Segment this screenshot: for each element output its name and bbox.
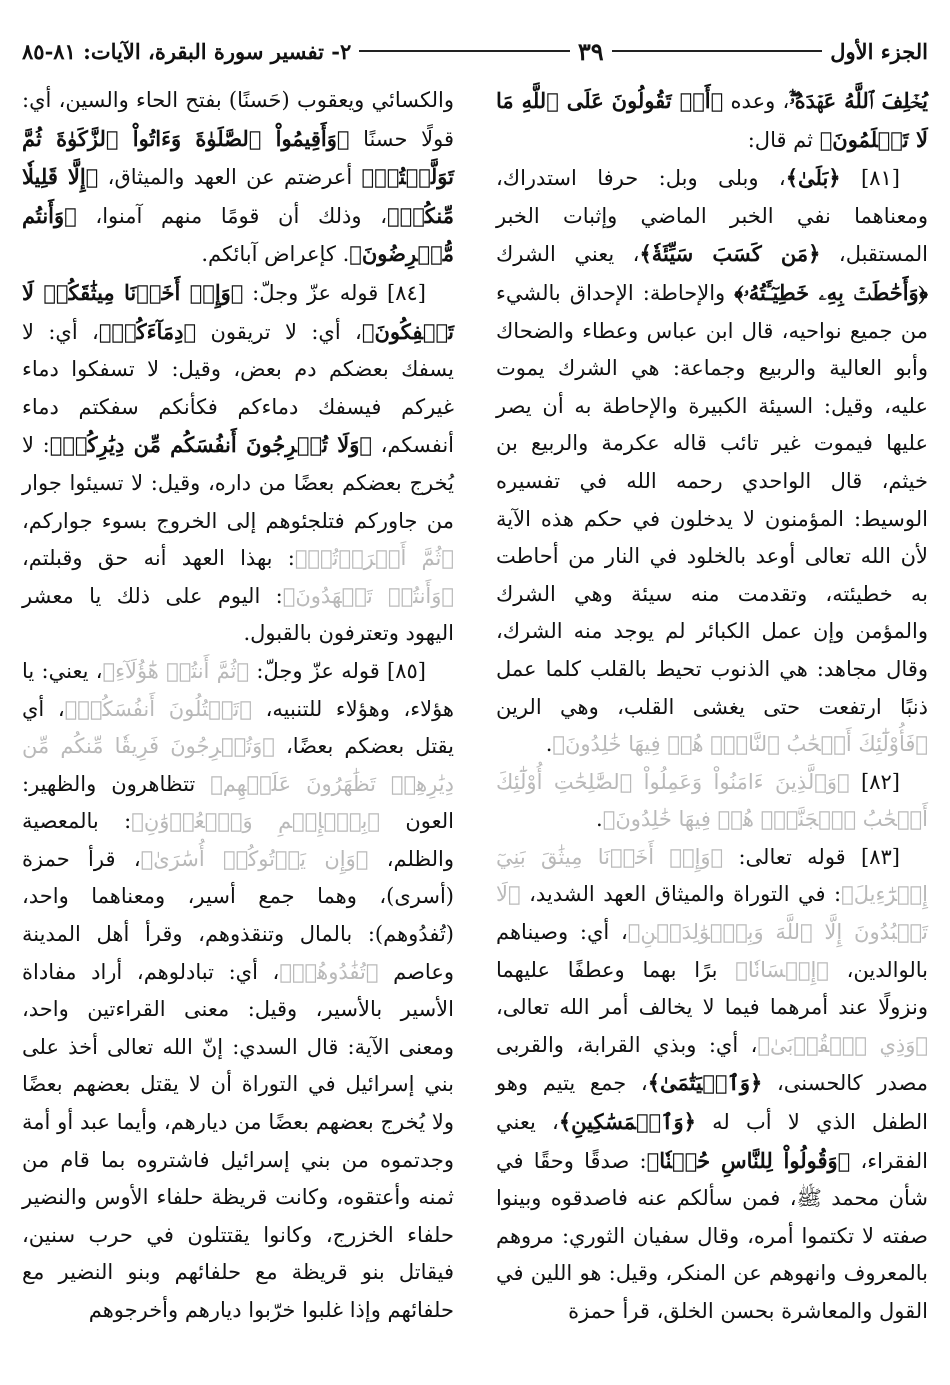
quran-verse: ﴿وَذِي ٱلۡقُرۡبَىٰ﴾ — [757, 1032, 928, 1057]
commentary-text: : صدقًا وحقًا في شأن محمد ﷺ، فمن سألكم عنه فاصدقوه وبينوا صفته لا تكتموا أمره، وقال سفيان الثوري: مروهم بالمعروف وانهوهم عن المنكر، وقيل: هو اللين في القول والمعاشرة بحسن الخلق، قرأ حمزة — [496, 1148, 928, 1323]
quran-verse: ﴿إِلَّا قَلِيلٗا مِّنكُمۡ﴾ — [22, 164, 454, 228]
commentary-text: ، يعني: يا هؤلاء، وهؤلاء للتنبيه، — [22, 658, 455, 721]
commentary-text: [٨٤] قوله عزّ وجلّ: — [243, 280, 426, 305]
commentary-text: : بالمعصية والظلم، — [22, 809, 454, 871]
part-label: الجزء الأول — [830, 38, 928, 64]
quran-verse: ﴿وَأَحَٰطَتۡ بِهِۦ خَطِيٓـَٔتُهُۥ﴾ — [734, 279, 928, 305]
quran-verse: ﴿وَأَنتُمۡ تَشۡهَدُونَ﴾ — [282, 583, 455, 608]
commentary-text: والإحاطة: الإحداق بالشيء من جميع نواحيه، قال ابن عباس وعطاء والضحاك وأبو العالية والربيع وجماعة: هي الشرك يموت عليه، وقيل: السيئة الكبيرة والإحاطة به أن يصر عليها فيموت غير تائب قاله عكرمة والربيع بن خيثم، قال الواحدي رحمه الله في تفسيره الوسيط: المؤمنون لا يدخلون في حكم هذه الآية لأن الله تعالى أوعد بالخلود في النار من أحاطت به خطيئته، وتقدمت منه سيئة وهي الشرك والمؤمن وإن عمل الكبائر لم يوجد منه الشرك، وقال مجاهد: هي الذنوب تحيط بالقلب كلما عمل ذنبًا ارتفعت حتى يغشى القلب، وهي الرين — [496, 280, 928, 719]
commentary-text: والكسائي ويعقوب (حَسنًا) بفتح الحاء والسين، أي: قولًا حسنًا — [22, 88, 455, 151]
quran-verse: ﴿بَلَىٰ﴾ — [785, 165, 841, 191]
commentary-text: : اليوم على ذلك يا معشر اليهود وتعترفون بالقبول. — [22, 583, 454, 646]
commentary-text: . كإعراض آبائكم. — [201, 242, 350, 267]
commentary-text: ، أي: وبذي القرابة، والقربى مصدر كالحسنى، — [496, 1032, 928, 1096]
quran-verse: ﴿وَأَنتُم مُّعۡرِضُونَ﴾ — [22, 202, 454, 267]
paragraph — [496, 159, 928, 764]
commentary-text: برًا بهما وعطفًا عليهما ونزولًا عند أمرهما فيما لا يخالف أمر الله تعالى، — [496, 957, 928, 1020]
quran-verse: ﴿لَا تَعۡبُدُونَ إِلَّا ٱللَّهَ وَبِٱلۡوَٰلِدَيۡنِ﴾ — [496, 882, 928, 945]
quran-verse: ﴿وَأَقِيمُواْ ٱلصَّلَوٰةَ وَءَاتُواْ ٱلزَّكَوٰةَ ثُمَّ تَوَلَّيۡتُمۡ﴾ — [22, 125, 454, 190]
commentary-text: ثم قال: — [747, 127, 820, 152]
commentary-text: ، وذلك أن قومًا منهم آمنوا، — [76, 203, 387, 228]
commentary-text: ، أي: وصيناهم بالوالدين، — [496, 920, 928, 982]
commentary-text: ، يعني الفقراء، — [496, 1110, 928, 1173]
commentary-text: ، وبلى وبل: حرفا استدراك، ومعناهما نفي الخبر الماضي وإثبات الخبر المستقبل، — [496, 166, 928, 267]
quran-verse: ﴿ثُمَّ أَقۡرَرۡتُمۡ﴾ — [294, 546, 454, 571]
text-column-left — [22, 82, 454, 1330]
commentary-text: [٨١] — [840, 166, 900, 191]
header-rule-right — [612, 50, 823, 52]
quran-verse: ﴿وَٱلۡمَسَٰكِينِ﴾ — [558, 1109, 696, 1135]
quran-verse: ﴿مَن كَسَبَ سَيِّئَةٗ﴾ — [639, 241, 821, 267]
commentary-text: : في التوراة والميثاق العهد الشديد، — [520, 882, 842, 907]
commentary-text: ، جمع يتيم وهو الطفل الذي لا أب له — [496, 1071, 928, 1135]
quran-verse: ﴿وَقُولُواْ لِلنَّاسِ حُسۡنٗا﴾ — [646, 1147, 851, 1173]
quran-verse: ﴿دِمَآءَكُمۡ﴾ — [98, 318, 197, 344]
paragraph — [496, 764, 928, 839]
quran-verse: ﴿بِٱلۡإِثۡمِ وَٱلۡعُدۡوَٰنِ﴾ — [131, 809, 380, 834]
paragraph — [496, 82, 928, 159]
paragraph — [22, 274, 454, 653]
commentary-text: ، أي: لا تريقون — [196, 319, 362, 344]
commentary-text: . — [545, 732, 553, 757]
text-column-right — [496, 82, 928, 1331]
quran-verse: ﴿أَمۡ تَقُولُونَ عَلَى ٱللَّهِ مَا لَا تَعۡلَمُونَ﴾ — [496, 88, 928, 152]
quran-verse: يُخۡلِفَ ٱللَّهُ عَهۡدَهُۥٓۖ — [789, 88, 928, 113]
quran-verse: ﴿ثُمَّ أَنتُمۡ هَٰٓؤُلَآءِ﴾ — [102, 658, 250, 683]
quran-verse: ﴿وَلَا تُخۡرِجُونَ أَنفُسَكُم مِّن دِيَٰرِكُمۡ﴾ — [49, 432, 372, 458]
commentary-text: ، أي يقتل بعضكم بعضًا، — [22, 696, 454, 759]
paragraph — [22, 82, 454, 274]
commentary-text: : لا يُخرج بعضكم بعضًا من داره، وقيل: لا تسيئوا جوار من جاوركم فتلجئوهم إلى الخروج بسوء جواركم، — [22, 433, 454, 533]
quran-verse: ﴿وَإِن يَأۡتُوكُمۡ أُسَٰرَىٰ﴾ — [140, 846, 369, 871]
running-header — [22, 34, 928, 68]
commentary-text: ، أي: لا يسفك بعضكم دم بعض، وقيل: لا تسفكوا دماء غيركم فيسفك دماءكم فكأنكم سفكتم دماء أنفسكم، — [22, 319, 454, 458]
commentary-text: تتظاهرون والظهير: العون — [22, 771, 454, 834]
quran-verse: ﴿وَٱلۡيَتَٰمَىٰ﴾ — [647, 1070, 763, 1096]
quran-verse: ﴿وَإِذۡ أَخَذۡنَا مِيثَٰقَ بَنِيٓ إِسۡرَٰٓءِيلَ﴾ — [496, 844, 928, 907]
paragraph — [22, 653, 454, 1330]
quran-verse: ﴿وَإِذۡ أَخَذۡنَا مِيثَٰقَكُمۡ لَا تَسۡفِكُونَ﴾ — [22, 279, 454, 344]
header-rule-left — [359, 50, 570, 52]
surah-info: ٢- تفسير سورة البقرة، الآيات: ٨١-٨٥ — [22, 38, 352, 64]
page-number: ٣٩ — [577, 36, 604, 66]
commentary-text: [٨٢] — [849, 769, 900, 794]
quran-verse: ﴿إِحۡسَانٗا﴾ — [735, 957, 829, 982]
commentary-text: [٨٥] قوله عزّ وجلّ: — [249, 658, 426, 683]
quran-verse: ﴿وَتُخۡرِجُونَ فَرِيقٗا مِّنكُم مِّن دِيَٰرِهِمۡ تَظَٰهَرُونَ عَلَيۡهِم﴾ — [22, 734, 454, 796]
quran-verse: ﴿تُفَٰدُوهُمۡ﴾ — [279, 959, 379, 984]
commentary-text: : بهذا العهد أنه حق وقبلتم، — [22, 546, 295, 571]
commentary-text: . — [596, 807, 603, 832]
quran-verse: ﴿فَأُوْلَٰٓئِكَ أَصۡحَٰبُ ٱلنَّارِۖ هُمۡ فِيهَا خَٰلِدُونَ﴾ — [552, 732, 928, 757]
quran-verse: ﴿وَٱلَّذِينَ ءَامَنُواْ وَعَمِلُواْ ٱلصَّٰلِحَٰتِ أُوْلَٰٓئِكَ أَصۡحَٰبُ ٱلۡجَنَّةِۖ هُمۡ فِيهَا خَٰلِدُونَ﴾ — [496, 769, 928, 832]
commentary-text: [٨٣] قوله تعالى: — [723, 844, 900, 869]
quran-verse: ﴿تَقۡتُلُونَ أَنفُسَكُمۡ﴾ — [64, 696, 252, 721]
commentary-text: ، قرأ حمزة (أسرى)، وهما جمع أسير، ومعناهما واحد، (تُفدُوهم): بالمال وتنقذوهم، وقرأ أهل المدينة وعاصم — [22, 846, 454, 984]
commentary-text: ، وعده — [723, 89, 790, 113]
commentary-text: أعرضتم عن العهد والميثاق، — [98, 165, 362, 190]
commentary-text: ، أي: تبادلوهم، أراد مفاداة الأسير بالأسير، وقيل: معنى القراءتين واحد، ومعنى الآية: قال السدي: إنّ الله تعالى أخذ على بني إسرائيل في التوراة أن لا يقتل بعضهم بعضًا ولا يُخرج بعضهم بعضًا من ديارهم، وأيما عبد أو أمة وجدتموه من بني إسرائيل فاشتروه بما قام من ثمنه وأعتقوه، وكانت قريظة حلفاء الأوس والنضير حلفاء الخزرج، وكانوا يقتتلون في حرب سنين، فيقاتل بنو قريظة مع حلفائهم وبنو النضير مع حلفائهم وإذا غلبوا خرّبوا ديارهم وأخرجوهم — [22, 959, 454, 1322]
commentary-text: ، يعني الشرك — [496, 242, 640, 267]
paragraph — [496, 839, 928, 1331]
